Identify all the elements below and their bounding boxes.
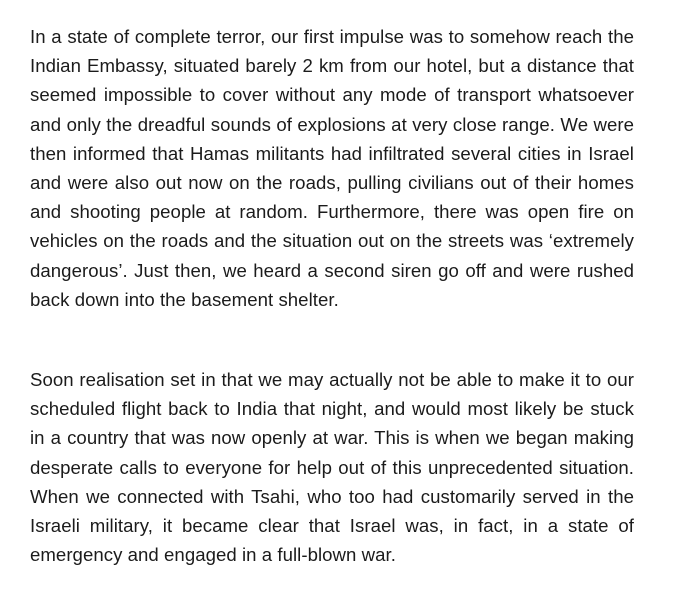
paragraph-flight-missed: Soon realisation set in that we may actually not be able to make it to our scheduled flight back to India that night, and would most likely be stuck in a country that was now openly at war. This is when we began making desperate calls to everyone for help out of this unprecedented situation. When we connected with Tsahi, who too had customarily served in the Israeli military, it became clear that Israel was, in fact, in a state of emergency and engaged in a full-blown war. (30, 369, 634, 566)
paragraph-embassy-attempt: In a state of complete terror, our first impulse was to somehow reach the Indian Embassy, situated barely 2 km from our hotel, but a distance that seemed impossible to cover without any mode of transport whatsoever and only the dreadful sounds of explosions at very close range. We were then informed that Hamas militants had infiltrated several cities in Israel and were also out now on the roads, pulling civilians out of their homes and shooting people at random. Furthermore, there was open fire on vehicles on the roads and the situation out on the streets was ‘extremely dangerous’. Just then, we heard a second siren go off and were rushed back down into the basement shelter. (30, 26, 634, 310)
